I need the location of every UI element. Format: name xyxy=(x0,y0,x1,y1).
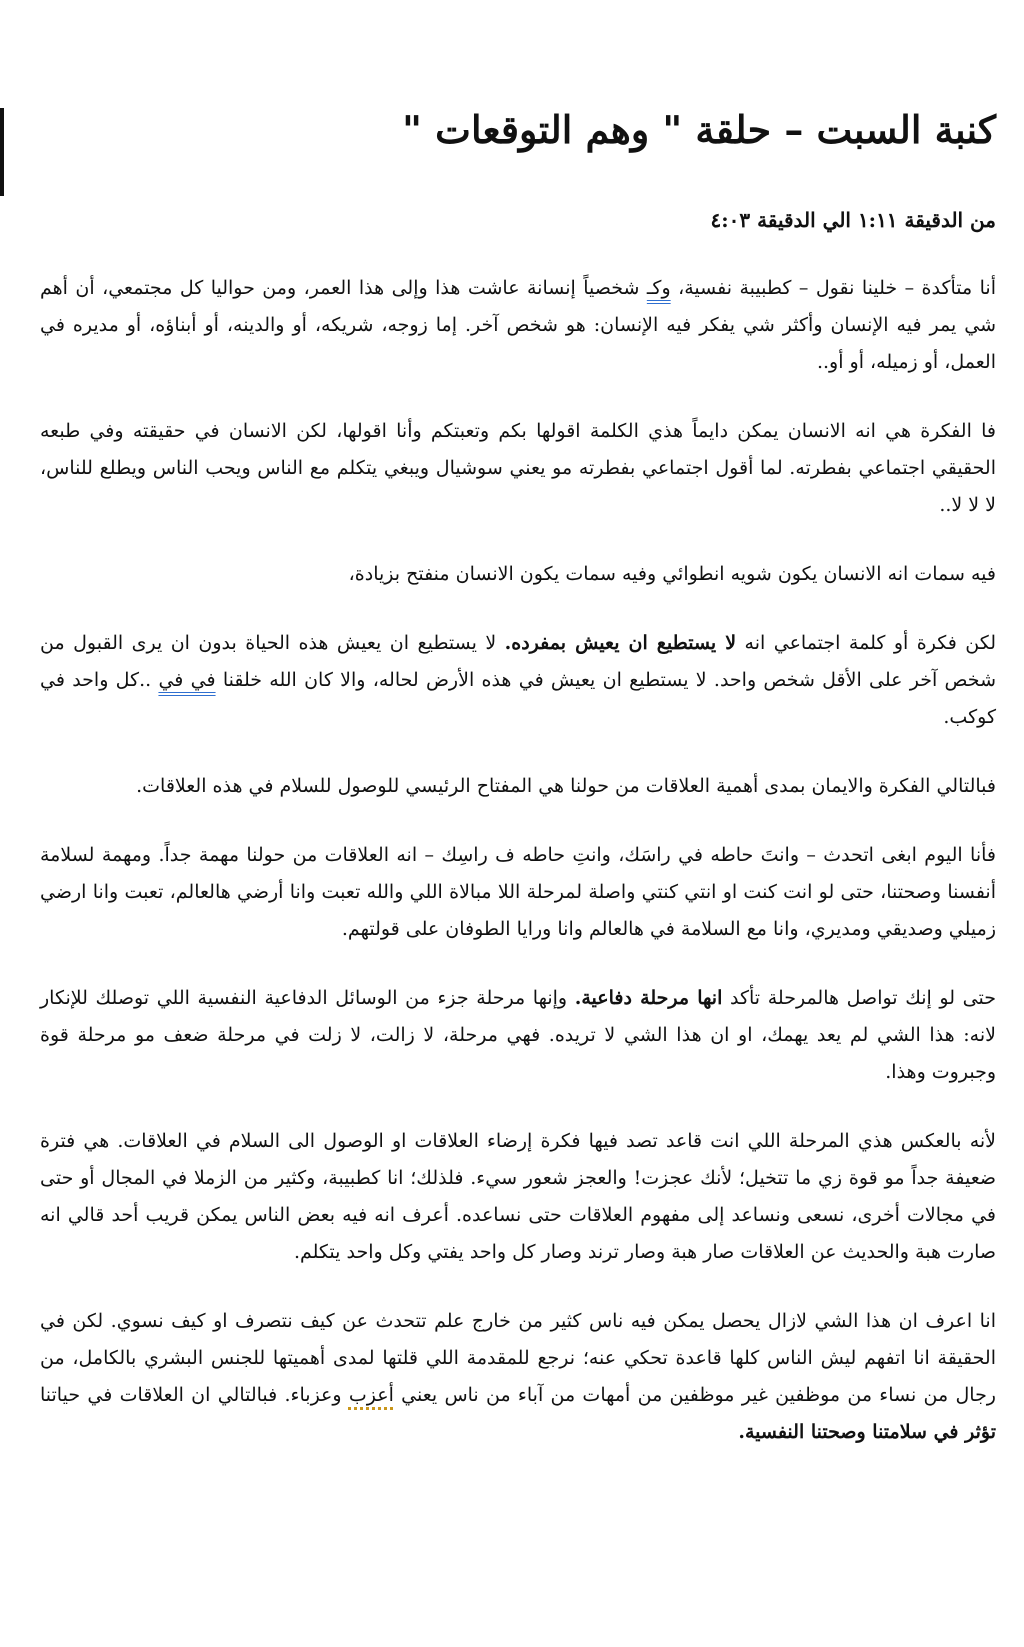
paragraph-7-text-a: حتى لو إنك تواصل هالمرحلة تأكد xyxy=(722,987,996,1009)
document-subtitle: من الدقيقة ١:١١ الي الدقيقة ٤:٠٣ xyxy=(710,208,996,232)
paragraph-9 xyxy=(40,1303,996,1451)
margin-bar xyxy=(0,108,4,196)
paragraph-6: فأنا اليوم ابغى اتحدث – وانتَ حاطه في راسَك، وانتِ حاطه ف راسِك – انه العلاقات من حولنا مهمة جداً. ومهمة لسلامة أنفسنا وصحتنا، حتى لو انت كنت او انتي كنتي واصلة لمرحلة اللا مبالاة اللي والله تعبت وانا أرضي هالعالم، تعبت وانا ارضي زميلي وصديقي ومديري، وانا مع السلامة في هالعالم وانا ورايا الطوفان على قولتهم. xyxy=(40,844,996,940)
paragraph-4 xyxy=(40,625,996,736)
grammar-flag[interactable]: وكـ xyxy=(646,277,671,299)
document-title: كنبة السبت – حلقة " وهم التوقعات " xyxy=(402,107,996,152)
paragraph-8: لأنه بالعكس هذي المرحلة اللي انت قاعد تصد فيها فكرة إرضاء العلاقات او الوصول الى السلام في العلاقات. هي فترة ضعيفة جداً مو قوة زي ما تتخيل؛ لأنك عجزت! والعجز شعور سيء. فلذلك؛ انا كطبيبة، وكثير من الزملا في المجال أو حتى في مجالات أخرى، نسعى ونساعد إلى مفهوم العلاقات حتى نساعده. أعرف انه فيه بعض الناس يمكن قريب أحد قالي انه صارت هبة والحديث عن العلاقات صار هبة وصار ترند وصار كل واحد يفتي وكل واحد يتكلم. xyxy=(40,1130,996,1263)
spelling-flag[interactable]: أعزب xyxy=(348,1384,394,1406)
document-body xyxy=(40,100,996,1483)
paragraph-9-bold: تؤثر في سلامتنا وصحتنا النفسية. xyxy=(738,1421,996,1443)
paragraph-9-text-a: انا اعرف ان هذا الشي لازال يحصل يمكن فيه ناس كثير من خارج علم تتحدث عن كيف نتصرف او كيف نسوي. لكن في الحقيقة انا اتفهم ليش الناس كلها قاعدة تحكي عنه؛ نرجع للمقدمة اللي قلتها لمدى أهميتها للجنس البشري بالكامل، من رجال من نساء من موظفين غير موظفين من أمهات من آباء من ناس يعني xyxy=(40,1310,996,1406)
paragraph-7 xyxy=(40,980,996,1091)
paragraph-4-text-a: لكن فكرة أو كلمة اجتماعي انه xyxy=(736,632,996,654)
paragraph-7-bold: انها مرحلة دفاعية. xyxy=(574,987,723,1009)
paragraph-4-text-e: ..كل واحد في كوكب. xyxy=(40,669,996,728)
paragraph-3: فيه سمات انه الانسان يكون شويه انطوائي وفيه سمات يكون الانسان منفتح بزيادة، xyxy=(348,563,996,585)
paragraph-2: فا الفكرة هي انه الانسان يمكن دايماً هذي الكلمة اقولها بكم وتعبتكم وأنا اقولها، لكن الانسان في حقيقته وفي طبعه الحقيقي اجتماعي بفطرته. لما أقول اجتماعي بفطرته مو يعني سوشيال ويبغي يتكلم مع الناس ويحب الناس ويطلع للناس، لا لا لا.. xyxy=(40,420,996,516)
paragraph-9-text-c: وعزباء. فبالتالي ان العلاقات في حياتنا xyxy=(40,1384,349,1406)
paragraph-4-text-c: لا يستطيع ان يعيش هذه الحياة بدون ان يرى القبول من شخص آخر على الأقل شخص واحد. لا يستطيع ان يعيش في هذه الأرض لحاله، والا كان الله خلقنا xyxy=(40,632,996,691)
paragraph-1-text-a: أنا متأكدة – خلينا نقول – كطبيبة نفسية، xyxy=(670,277,996,299)
paragraph-4-bold: لا يستطيع ان يعيش بمفرده. xyxy=(504,632,737,654)
paragraph-1 xyxy=(40,270,996,381)
repeated-word-flag[interactable]: في في xyxy=(158,669,216,691)
paragraph-7-text-c: وإنها مرحلة جزء من الوسائل الدفاعية النفسية اللي توصلك للإنكار لانه: هذا الشي لم يعد يهمك، او ان هذا الشي لا تريده. فهي مرحلة، لا زالت، لا زلت في مرحلة ضعف مو مرحلة قوة وجبروت وهذا. xyxy=(40,987,996,1083)
paragraph-1-text-c: شخصياً إنسانة عاشت هذا وإلى هذا العمر، ومن حواليا كل مجتمعي، أن أهم شي يمر فيه الإنسان وأكثر شي يفكر فيه الإنسان: هو شخص آخر. إما زوجه، شريكه، أو والدينه، أو أبناؤه، أو مديره في العمل، أو زميله، أو أو.. xyxy=(40,277,996,373)
paragraph-5: فبالتالي الفكرة والايمان بمدى أهمية العلاقات من حولنا هي المفتاح الرئيسي للوصول للسلام في هذه العلاقات. xyxy=(136,775,996,797)
